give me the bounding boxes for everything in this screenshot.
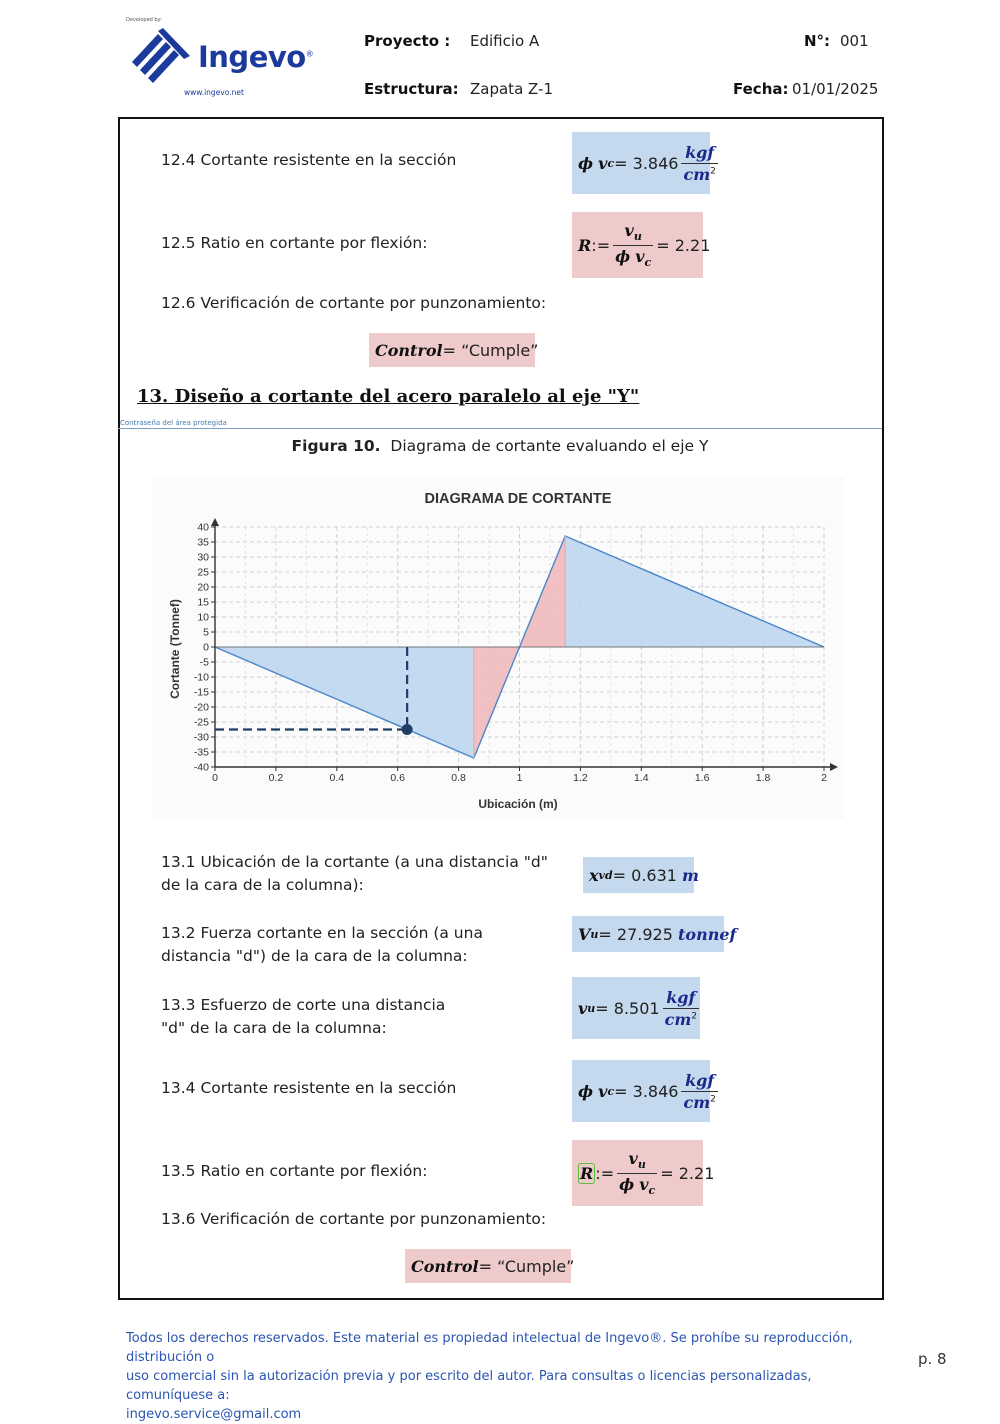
highlight-point [402,724,413,735]
y-tick-label: 10 [197,611,209,624]
x-tick-label: 0.8 [451,772,466,784]
figure-caption: Figura 10. Diagrama de cortante evaluando el eje Y [291,437,709,455]
numero-label: N°: [804,32,831,50]
formula-12-4: ϕ v c = 3.846 $\frac{\text{kgf}}{cm^2}$ [572,132,710,194]
proyecto-label: Proyecto : [364,32,451,50]
y-tick-label: 30 [197,551,209,564]
control-12-6: Control = “Cumple” [369,333,535,367]
formula-13-3: v u = 8.501 $\frac{\text{kgf}}{cm^2}$ [572,977,700,1039]
formula-13-2: V u = 27.925 tonnef [572,916,724,952]
x-tick-label: 1.6 [694,772,710,784]
y-tick-label: 35 [197,536,209,549]
logo-text: Ingevo® [198,40,314,74]
y-tick-label: 5 [203,626,209,639]
item-13-1: 13.1 Ubicación de la cortante (a una distancia "d" de la cara de la columna): [161,853,548,894]
chart-title: DIAGRAMA DE CORTANTE [424,491,612,507]
estructura-label: Estructura: [364,80,459,98]
contact-email[interactable]: ingevo.service@gmail.com [126,1407,302,1422]
x-tick-label: 0.6 [390,772,406,784]
y-tick-label: -5 [199,656,209,669]
x-tick-label: 2 [821,772,827,784]
proyecto-value: Edificio A [470,32,540,50]
x-tick-label: 1.2 [573,772,588,784]
y-tick-label: -35 [193,746,209,759]
password-note: Contraseña del área protegida [120,419,227,427]
y-tick-label: 15 [197,596,209,609]
section-13-title: 13. Diseño a cortante del acero paralelo al eje "Y" [137,386,640,407]
item-12-5: 12.5 Ratio en cortante por flexión: [161,234,428,252]
x-tick-label: 0 [212,772,218,784]
item-12-6: 12.6 Verificación de cortante por punzonamiento: [161,294,547,312]
shear-diagram-chart [152,477,844,819]
page-number: p. 8 [918,1350,947,1368]
control-13-6: Control = “Cumple” [405,1249,571,1283]
fecha-value: 01/01/2025 [792,80,879,98]
y-tick-label: 20 [197,581,209,594]
item-13-2: 13.2 Fuerza cortante en la sección (a una distancia "d") de la cara de la columna: [161,924,483,965]
item-13-4: 13.4 Cortante resistente en la sección [161,1079,457,1097]
y-tick-label: -40 [193,761,209,774]
y-tick-label: 25 [197,566,209,579]
y-tick-label: -30 [193,731,209,744]
formula-12-5: R := $\frac{v_u}{\phi v_c}$ = 2.21 [572,212,703,278]
y-tick-label: -20 [193,701,209,714]
numero-value: 001 [840,32,869,50]
y-tick-label: -15 [193,686,209,699]
estructura-value: Zapata Z-1 [470,80,553,98]
developed-by-label: Developed by: [126,17,162,23]
formula-13-4: ϕ v c = 3.846 $\frac{\text{kgf}}{cm^2}$ [572,1060,710,1122]
x-tick-label: 0.2 [268,772,284,784]
formula-13-5: R := $\frac{v_u}{\phi v_c}$ = 2.21 [572,1140,703,1206]
fecha-label: Fecha: [733,80,789,98]
item-13-3: 13.3 Esfuerzo de corte una distancia "d" de la cara de la columna: [161,996,446,1037]
protected-area-divider [118,428,882,429]
formula-13-1: x vd = 0.631 m [583,857,694,893]
y-tick-label: -25 [193,716,209,729]
y-tick-label: -10 [193,671,209,684]
x-tick-label: 1 [516,772,523,784]
x-tick-label: 1.8 [755,772,771,784]
y-tick-label: 0 [203,641,209,654]
item-13-6: 13.6 Verificación de cortante por punzonamiento: [161,1210,547,1228]
item-12-4: 12.4 Cortante resistente en la sección [161,151,457,169]
chart-x-label: Ubicación (m) [478,797,558,811]
x-tick-label: 0.4 [329,772,345,784]
y-tick-label: 40 [197,521,209,534]
x-tick-label: 1.4 [633,772,649,784]
formula-cursor[interactable]: R [580,1163,594,1183]
chart-y-label: Cortante (Tonnef) [168,599,182,699]
item-13-5: 13.5 Ratio en cortante por flexión: [161,1162,428,1180]
ingevo-logo-icon [132,28,192,84]
website-link[interactable]: www.ingevo.net [184,88,244,97]
copyright-footer: Todos los derechos reservados. Este material es propiedad intelectual de Ingevo®. Se prohíbe su reproducción, distribución o uso comercial sin la autorización previa y por escrito del autor. Para consultas o licencias personalizadas, comuníquese a: ingevo.service@gmail.com [126,1329,896,1424]
